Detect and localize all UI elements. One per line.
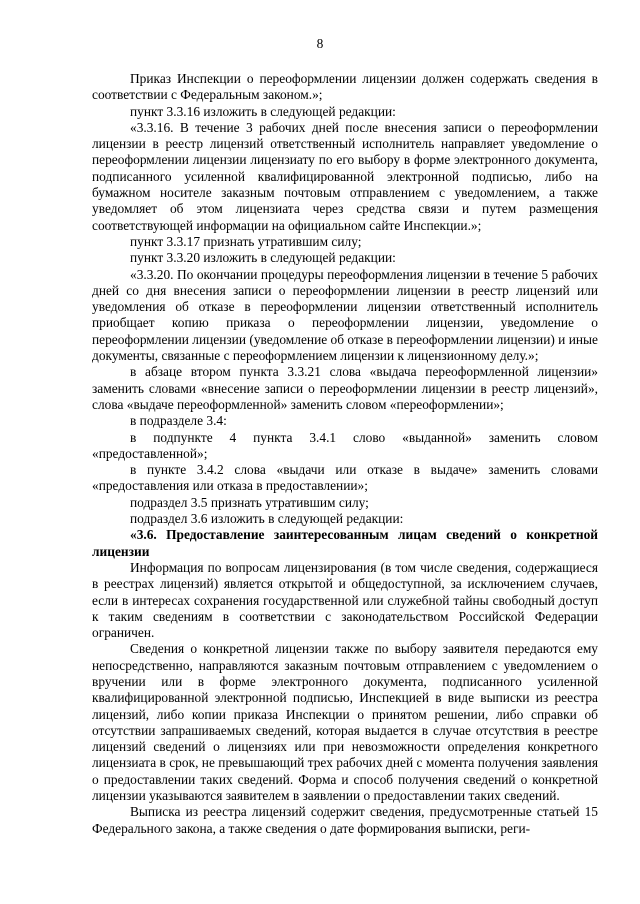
section-paragraph-3: Выписка из реестра лицензий содержит сведения, предусмотренные статьей 15 Федерального закона, а также сведения о дате формирования выписки, реги-: [92, 804, 598, 836]
document-body: [92, 71, 598, 837]
paragraph-8: в подразделе 3.4:: [130, 413, 227, 429]
paragraph-10: в пункте 3.4.2 слова «выдачи или отказе в выдаче» заменить словами «предоставления или отказа в предоставлении»;: [92, 462, 598, 494]
paragraph-1: Приказ Инспекции о переоформлении лицензии должен содержать сведения в соответствии с Федеральным законом.»;: [92, 71, 598, 103]
section-paragraph-1: Информация по вопросам лицензирования (в том числе сведения, содержащиеся в реестрах лицензий) является открытой и общедоступной, за исключением случаев, если в интересах сохранения государственной или служебной тайны свободный доступ к таким сведениям в соответствии с законодательством Российской Федерации ограничен.: [92, 559, 598, 641]
page-number: 8: [316, 36, 324, 51]
paragraph-3: «3.3.16. В течение 3 рабочих дней после внесения записи о переоформлении лицензии в реестр лицензий ответственный исполнитель направляет уведомление о переоформлении лицензии лицензиату по его выбору в форме электронного документа, подписанного усиленной квалифицированной электронной подписью, либо на бумажном носителе заказным почтовым отправлением с уведомлением, а также уведомляет об этом лицензиата через средства связи и путем размещения соответствующей информации на официальном сайте Инспекции.»;: [92, 119, 598, 233]
section-title: «3.6. Предоставление заинтересованным лицам сведений о конкретной лицензии: [92, 527, 598, 559]
paragraph-6: «3.3.20. По окончании процедуры переоформления лицензии в течение 5 рабочих дней со дня внесения записи о переоформлении лицензии в реестр лицензий или уведомления об отказе в переоформлении лицензии ответственный исполнитель приобщает копию приказа о переоформлении лицензии, уведомление о переоформлении лицензии (уведомление об отказе в переоформлении лицензии) и иные документы, связанные с переоформлением лицензии к лицензионному делу.»;: [92, 266, 598, 364]
paragraph-11: подраздел 3.5 признать утратившим силу;: [130, 494, 369, 510]
paragraph-2: пункт 3.3.16 изложить в следующей редакции:: [130, 103, 396, 119]
paragraph-4: пункт 3.3.17 признать утратившим силу;: [130, 233, 362, 249]
paragraph-12: подраздел 3.6 изложить в следующей редакции:: [130, 511, 404, 527]
paragraph-5: пункт 3.3.20 изложить в следующей редакции:: [130, 250, 396, 266]
paragraph-9: в подпункте 4 пункта 3.4.1 слово «выданной» заменить словом «предоставленной»;: [92, 429, 598, 461]
section-paragraph-2: Сведения о конкретной лицензии также по выбору заявителя передаются ему непосредственно, направляются заказным почтовым отправлением с уведомлением о вручении или в форме электронного документа, подписанного усиленной квалифицированной электронной подписью, Инспекцией в виде выписки из реестра лицензий, либо копии приказа Инспекции о принятом решении, либо справки об отсутствии запрашиваемых сведений, которая выдается в случае отсутствия в реестре лицензий сведений о лицензиях или при невозможности определения конкретного лицензиата в срок, не превышающий трех рабочих дней с момента получения заявления о предоставлении таких сведений. Форма и способ получения сведений о конкретной лицензии указываются заявителем в заявлении о предоставлении таких сведений.: [92, 641, 598, 804]
paragraph-7: в абзаце втором пункта 3.3.21 слова «выдача переоформленной лицензии» заменить словами «внесение записи о переоформлении лицензии в реестр лицензий», слова «выдаче переоформленной» заменить словом «переоформлении»;: [92, 364, 598, 412]
